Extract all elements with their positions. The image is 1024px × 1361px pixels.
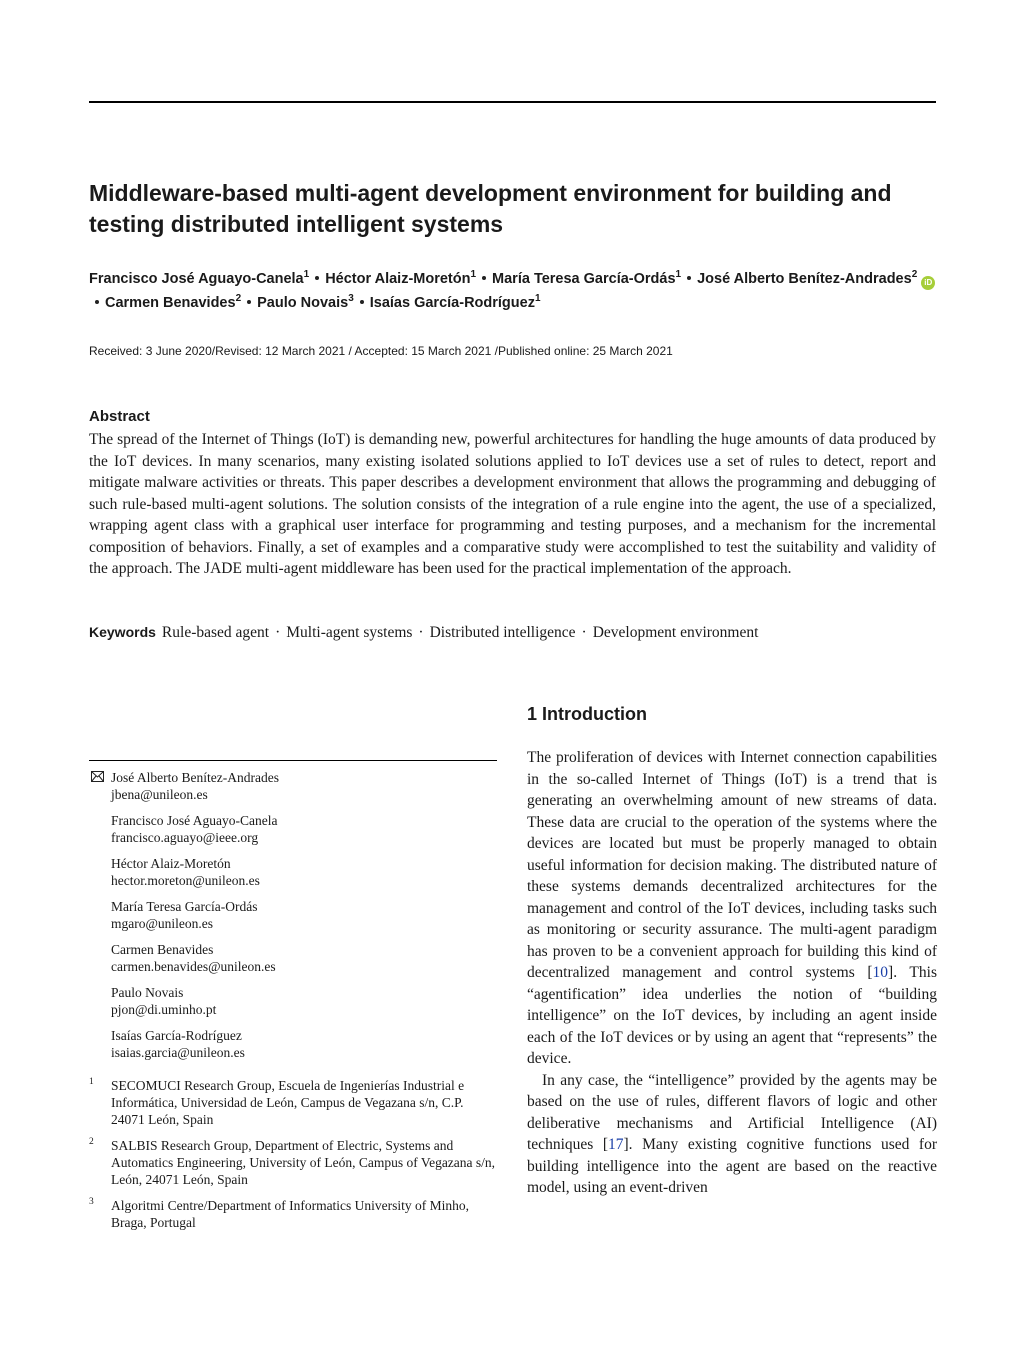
orcid-icon[interactable]: iD (921, 276, 935, 290)
author-name[interactable]: Isaías García-Rodríguez (369, 295, 535, 311)
author-contact (89, 1027, 497, 1061)
author-name[interactable]: Paulo Novais (257, 295, 349, 311)
contact-name: Isaías García-Rodríguez (111, 1028, 242, 1043)
abstract-heading: Abstract (89, 408, 150, 425)
paper-title: Middleware-based multi-agent development environment for building and testing distributed intelligent systems (89, 180, 892, 237)
date-accepted: Accepted: 15 March 2021 (354, 344, 492, 358)
author-contact (89, 812, 497, 846)
author-affiliation-mark: 1 (534, 293, 541, 305)
affiliation-number: 2 (89, 1137, 94, 1147)
author-contact (89, 984, 497, 1018)
author-contact (89, 898, 497, 932)
contact-email[interactable]: carmen.benavides@unileon.es (111, 959, 276, 974)
keyword: Development environment (592, 624, 759, 641)
keyword-separator: · (418, 624, 424, 641)
author-affiliation-mark: 3 (348, 293, 354, 305)
separator-dot (687, 276, 691, 280)
date-separator: / (211, 344, 216, 358)
date-revised: Revised: 12 March 2021 (215, 344, 346, 358)
corresponding-author (89, 769, 497, 803)
contact-name: José Alberto Benítez-Andrades (111, 770, 279, 785)
contact-name: Héctor Alaiz-Moretón (111, 856, 231, 871)
author-list (89, 267, 939, 315)
date-published: Published online: 25 March 2021 (498, 344, 673, 358)
author-name[interactable]: Carmen Benavides (105, 295, 236, 311)
introduction-paragraph (527, 1070, 937, 1199)
separator-dot (482, 276, 486, 280)
contact-name: Paulo Novais (111, 985, 184, 1000)
introduction-paragraph (527, 747, 937, 1070)
keyword-separator: · (275, 624, 281, 641)
author-affiliation-mark: 1 (303, 269, 310, 281)
affiliation-number: 3 (89, 1197, 94, 1207)
citation-link[interactable]: 17 (608, 1136, 624, 1153)
keyword: Multi-agent systems (286, 624, 413, 641)
contact-email[interactable]: mgaro@unileon.es (111, 916, 214, 931)
affiliation-item (89, 1197, 497, 1231)
contact-email[interactable]: pjon@di.uminho.pt (111, 1002, 217, 1017)
paragraph-text: In any case, the “intelligence” provided by the agents may be based on the use of rules, different flavors of logic and other deliberative mechanisms and Artificial Intelligence (AI) techniques [ (527, 1071, 937, 1153)
affiliation-item (89, 1137, 497, 1188)
contact-email[interactable]: isaias.garcia@unileon.es (111, 1045, 245, 1060)
contact-name: Francisco José Aguayo-Canela (111, 813, 278, 828)
publication-dates (89, 343, 939, 359)
affiliation-number: 1 (89, 1077, 94, 1087)
author-affiliation-mark: 1 (470, 269, 477, 281)
contact-email[interactable]: hector.moreton@unileon.es (111, 873, 260, 888)
date-separator: / (494, 344, 498, 358)
affiliation-text: SALBIS Research Group, Department of Electric, Systems and Automatics Engineering, University of León, Campus of Vegazana s/n, León, 24071 León, Spain (111, 1138, 496, 1187)
contact-email[interactable]: jbena@unileon.es (111, 787, 208, 802)
separator-dot (95, 300, 99, 304)
paragraph-text: ]. Many existing cognitive functions used for building intelligence into the agent are based on the reactive model, using an event-driven (527, 1136, 937, 1196)
author-affiliation-mark: 2 (911, 269, 918, 281)
affiliation-text: Algoritmi Centre/Department of Informatics University of Minho, Braga, Portugal (111, 1198, 470, 1230)
keyword: Distributed intelligence (429, 624, 576, 641)
affiliation-text: SECOMUCI Research Group, Escuela de Ingenierías Industrial e Informática, Universidad de León, Campus de Vegazana s/n, C.P. 24071 León, Spain (111, 1078, 465, 1127)
author-name[interactable]: Héctor Alaiz-Moretón (325, 271, 471, 287)
mail-icon (91, 771, 104, 782)
date-received: Received: 3 June 2020 (89, 344, 212, 358)
affiliations (89, 1077, 497, 1240)
introduction-body (527, 747, 937, 1199)
author-name[interactable]: María Teresa García-Ordás (492, 271, 676, 287)
author-name[interactable]: Francisco José Aguayo-Canela (89, 271, 304, 287)
author-affiliation-mark: 2 (235, 293, 242, 305)
author-name[interactable]: José Alberto Benítez-Andrades (697, 271, 912, 287)
author-contact (89, 855, 497, 889)
author-contact (89, 941, 497, 975)
contact-name: Carmen Benavides (111, 942, 214, 957)
author-affiliation-mark: 1 (675, 269, 682, 281)
abstract-text: The spread of the Internet of Things (IoT) is demanding new, powerful architectures for handling the huge amounts of data produced by the IoT devices. In many scenarios, many existing isolated solutions applied to IoT devices use a set of rules to detect, report and mitigate malware activities or threats. This paper describes a development environment that allows the programming and debugging of such rule-based multi-agent solutions. The solution consists of the integration of a rule engine into the agent, the use of a specialized, wrapping agent class with a graphical user interface for programming and testing purposes, and a mechanism for the incremental composition of behaviors. Finally, a set of examples and a comparative study were accomplished to test the suitability and validity of the approach. The JADE multi-agent middleware has been used for the practical implementation of the approach. (89, 431, 936, 577)
separator-dot (315, 276, 319, 280)
affiliation-item (89, 1077, 497, 1128)
keyword: Rule-based agent (161, 624, 270, 641)
separator-dot (247, 300, 251, 304)
keyword-separator: · (581, 624, 587, 641)
keywords-label: Keywords (89, 624, 156, 640)
contact-name: María Teresa García-Ordás (111, 899, 258, 914)
introduction-heading: 1 Introduction (527, 704, 647, 724)
header-rule (89, 101, 936, 103)
footnote-rule (89, 760, 497, 761)
paragraph-text: The proliferation of devices with Internet connection capabilities in the so-called Internet of Things (IoT) is a trend that is generating an overwhelming amount of new streams of data. These data are crucial to the operation of the systems where the devices are located but must be properly managed to obtain useful information for decision making. The distributed nature of these systems demands decentralized architectures for the management and control of the IoT devices, including tasks such as monitoring or security assurance. The multi-agent paradigm has proven to be a convenient approach for building this kind of decentralized management and control systems [ (527, 749, 937, 981)
keywords (89, 622, 936, 643)
separator-dot (360, 300, 364, 304)
contact-email[interactable]: francisco.aguayo@ieee.org (111, 830, 259, 845)
author-contacts (89, 769, 497, 1070)
date-separator: / (348, 344, 352, 358)
citation-link[interactable]: 10 (872, 964, 889, 981)
paragraph-text: ]. This “agentification” idea underlies the notion of “building intelligence” on the IoT devices, by including an agent inside each of the IoT devices or by using an agent that “represents” the device. (527, 964, 937, 1067)
